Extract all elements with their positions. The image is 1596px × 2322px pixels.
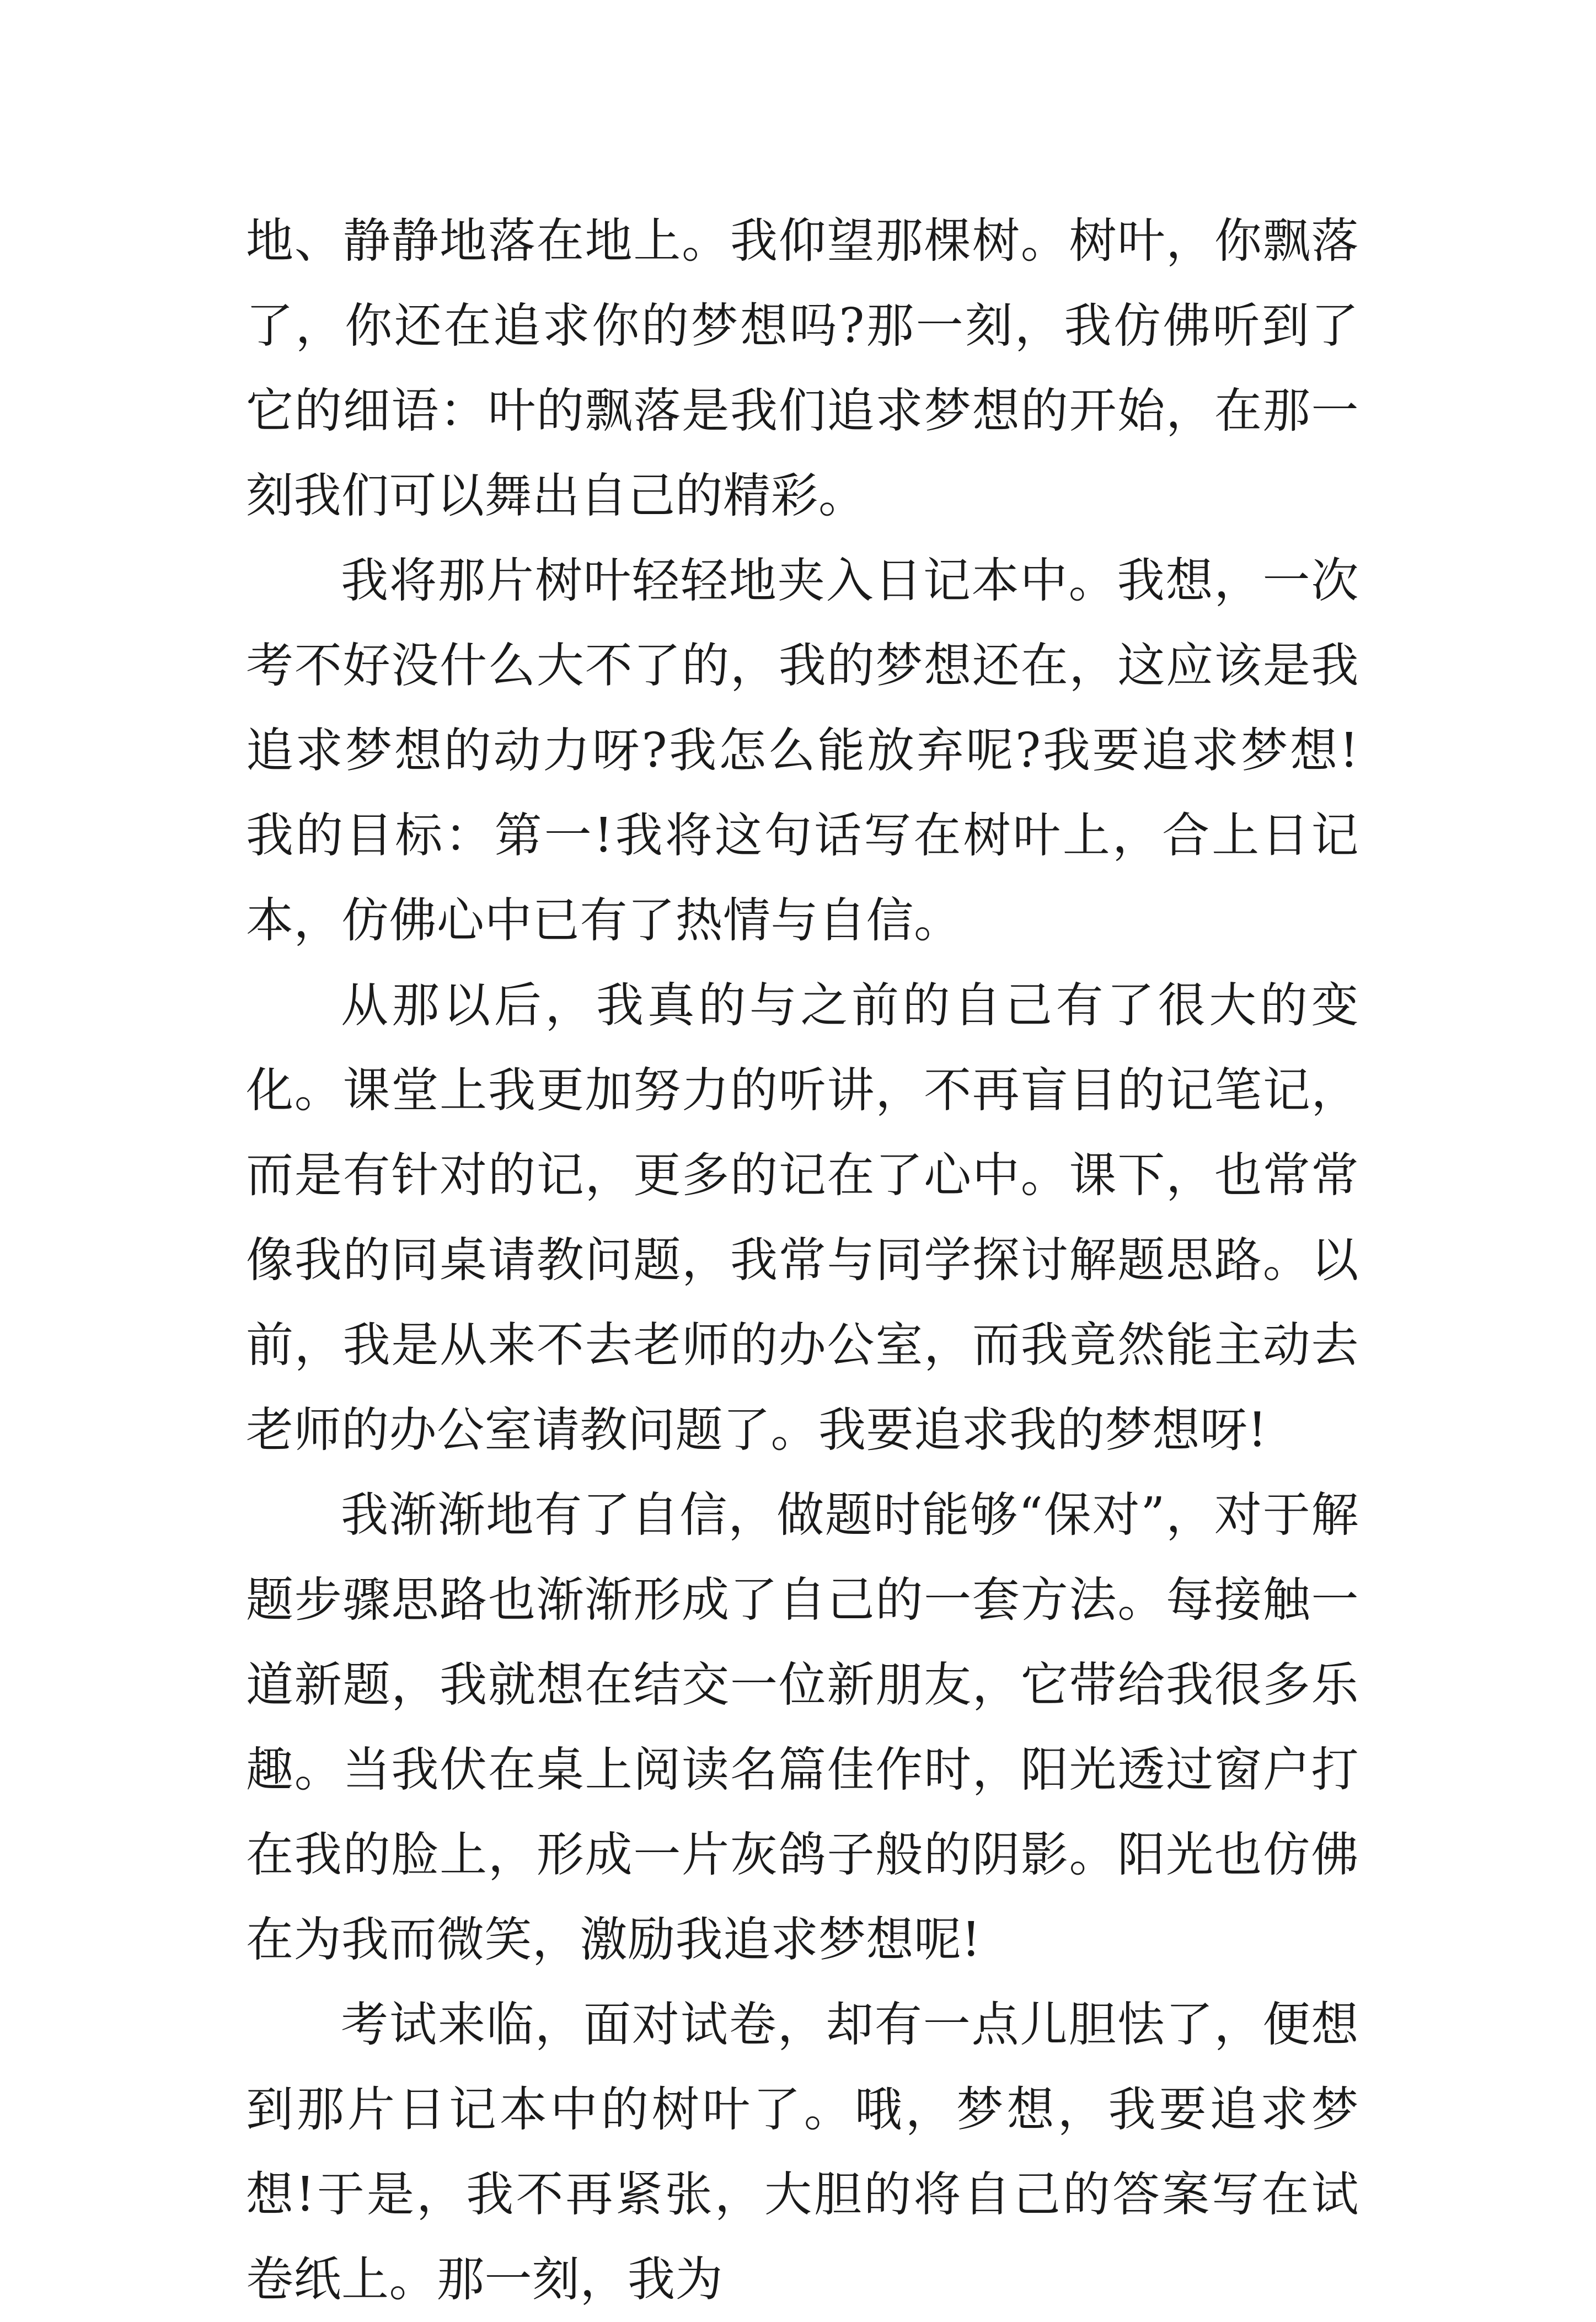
- paragraph-1: 地、静静地落在地上。我仰望那棵树。树叶，你飘落了，你还在追求你的梦想吗?那一刻，我仿佛听到了它的细语：叶的飘落是我们追求梦想的开始，在那一刻我们可以舞出自己的精彩。: [246, 213, 1359, 523]
- paragraph-3: 从那以后，我真的与之前的自己有了很大的变化。课堂上我更加努力的听讲，不再盲目的记笔记，而是有针对的记，更多的记在了心中。课下，也常常像我的同桌请教问题，我常与同学探讨解题思路。以前，我是从来不去老师的办公室，而我竟然能主动去老师的办公室请教问题了。我要追求我的梦想呀!: [246, 978, 1359, 1458]
- document-body: [246, 199, 1359, 2322]
- paragraph-5: 考试来临，面对试卷，却有一点儿胆怯了，便想到那片日记本中的树叶了。哦，梦想，我要追求梦想!于是，我不再紧张，大胆的将自己的答案写在试卷纸上。那一刻，我为: [246, 1997, 1359, 2307]
- paragraph-2: 我将那片树叶轻轻地夹入日记本中。我想，一次考不好没什么大不了的，我的梦想还在，这应该是我追求梦想的动力呀?我怎么能放弃呢?我要追求梦想!我的目标：第一!我将这句话写在树叶上，合上日记本，仿佛心中已有了热情与自信。: [246, 553, 1359, 948]
- paragraph-4: 我渐渐地有了自信，做题时能够“保对”，对于解题步骤思路也渐渐形成了自己的一套方法。每接触一道新题，我就想在结交一位新朋友，它带给我很多乐趣。当我伏在桌上阅读名篇佳作时，阳光透过窗户打在我的脸上，形成一片灰鸽子般的阴影。阳光也仿佛在为我而微笑，激励我追求梦想呢!: [246, 1488, 1359, 1967]
